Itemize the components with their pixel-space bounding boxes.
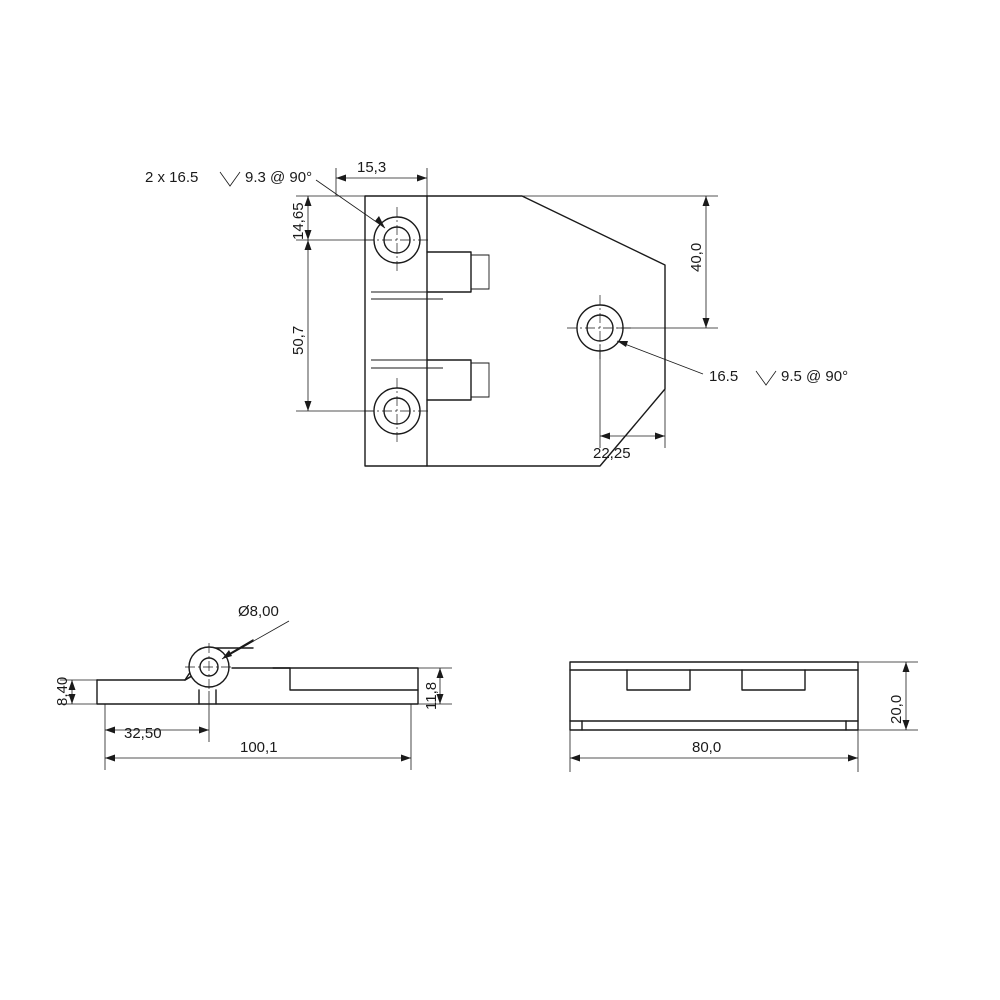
dimension-50-7	[290, 240, 374, 411]
label-countersink-two: 2 x 16.5	[145, 169, 199, 186]
dimension-15-3	[336, 159, 427, 196]
side-view-body	[97, 668, 418, 704]
label-countersink-single: 16.5	[709, 368, 739, 385]
knuckle-detail-lower	[427, 360, 471, 400]
label-countersink-single-depth: 9.5 @ 90°	[781, 368, 849, 385]
leader-countersink-two	[316, 180, 385, 228]
label-32-50: 32,50	[124, 725, 162, 742]
dimension-11-8	[418, 668, 452, 710]
label-diameter-8: Ø8,00	[238, 603, 279, 620]
label-50-7: 50,7	[290, 325, 307, 355]
dimension-8-40	[54, 677, 97, 706]
front-view-outline	[570, 662, 858, 730]
knuckle-detail-lower-inner	[471, 363, 489, 397]
label-14-65: 14,65	[290, 202, 307, 240]
dimension-40-0	[522, 196, 718, 328]
dimension-14-65	[290, 196, 374, 240]
label-80-0: 80,0	[692, 739, 722, 756]
dimension-20-0	[858, 662, 918, 730]
front-view-notch-left	[627, 670, 690, 690]
front-view-notch-right	[742, 670, 805, 690]
dimension-80-0	[570, 730, 858, 772]
label-8-40: 8,40	[54, 676, 71, 706]
side-view-outline	[97, 640, 253, 680]
label-15-3: 15,3	[357, 159, 387, 176]
knuckle-detail-upper	[427, 252, 471, 292]
label-100-1: 100,1	[240, 739, 278, 756]
side-view-step	[273, 668, 418, 690]
top-view	[145, 159, 848, 466]
label-countersink-two-depth: 9.3 @ 90°	[245, 169, 313, 186]
knuckle-bore	[185, 643, 233, 691]
label-20-0: 20,0	[888, 694, 905, 724]
dimension-22-25	[593, 345, 665, 462]
leader-countersink-single	[617, 341, 703, 374]
front-view	[570, 662, 918, 772]
side-view	[54, 603, 452, 770]
label-40-0: 40,0	[688, 242, 705, 272]
knuckle-detail-upper-inner	[471, 255, 489, 289]
dimension-32-50	[105, 691, 209, 742]
countersink-symbol-upper	[220, 172, 240, 186]
countersink-symbol-single	[756, 371, 776, 385]
leader-diameter-8	[222, 603, 289, 659]
label-22-25: 22,25	[593, 445, 631, 462]
label-11-8: 11,8	[423, 681, 440, 710]
